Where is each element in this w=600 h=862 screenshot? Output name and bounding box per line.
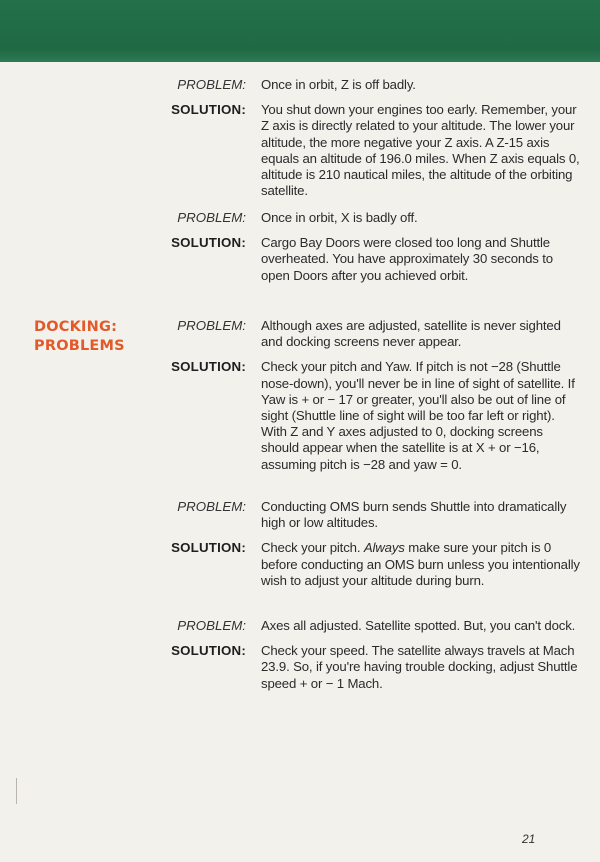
- problem-row: [0, 210, 600, 226]
- solution-text-start: Check your pitch.: [261, 540, 364, 556]
- solution-label: SOLUTION:: [171, 102, 246, 118]
- problem-text: Once in orbit, X is badly off.: [261, 210, 418, 225]
- solution-text: [261, 540, 581, 589]
- solution-emphasis: Always: [363, 540, 405, 556]
- problem-text: Although axes are adjusted, satellite is never sighted and docking screens never appear.: [261, 318, 561, 350]
- solution-label: SOLUTION:: [171, 235, 246, 251]
- problem-label: PROBLEM:: [177, 210, 246, 225]
- problem-solution-entry: [0, 618, 600, 692]
- problem-label: PROBLEM:: [177, 318, 246, 333]
- problem-row: [0, 618, 600, 634]
- problem-solution-entry: [0, 499, 600, 589]
- header-band: [0, 0, 600, 62]
- problem-solution-entry: [0, 210, 600, 284]
- problem-label: PROBLEM:: [177, 499, 246, 514]
- section-heading-line-1: DOCKING:: [34, 319, 118, 335]
- problem-text: Once in orbit, Z is off badly.: [261, 77, 416, 92]
- problem-row: [0, 499, 600, 531]
- problem-row: [0, 77, 600, 93]
- problem-row: [0, 318, 600, 350]
- problem-label: PROBLEM:: [177, 618, 246, 633]
- solution-row: [0, 102, 600, 199]
- page-number: 21: [522, 832, 536, 846]
- solution-text: Check your speed. The satellite always travels at Mach 23.9. So, if you're having trouble docking, adjust Shuttle speed + or − 1 Mach.: [261, 643, 578, 691]
- section-heading-line-2: PROBLEMS: [34, 338, 125, 354]
- solution-label: SOLUTION:: [171, 359, 246, 375]
- solution-text: Check your pitch and Yaw. If pitch is not −28 (Shuttle nose-down), you'll never be in line of sight of satellite. If Yaw is + or − 17 or greater, you'll also be out of line of sight (Shuttle line of sight will be too far left or right). With Z and Y axes adjusted to 0, docking screens should appear when the satellite is at X + or −16, assuming pitch is −28 and yaw = 0.: [261, 359, 575, 472]
- problem-text: Axes all adjusted. Satellite spotted. But, you can't dock.: [261, 618, 576, 633]
- problem-label: PROBLEM:: [177, 77, 246, 92]
- solution-text: Cargo Bay Doors were closed too long and Shuttle overheated. You have approximately 30 seconds to open Doors after you achieved orbit.: [261, 235, 553, 283]
- solution-row: [0, 643, 600, 692]
- solution-label: SOLUTION:: [171, 643, 246, 659]
- solution-row: [0, 540, 600, 589]
- solution-text: You shut down your engines too early. Remember, your Z axis is directly related to your altitude. The lower your altitude, the more negative your Z axis. A Z-15 axis equals an altitude of 196.0 miles. When Z axis equals 0, altitude is 210 nautical miles, the altitude of the orbiting satellite.: [261, 102, 580, 199]
- problem-solution-entry: [0, 77, 600, 199]
- solution-row: [0, 235, 600, 284]
- page-edge-mark: [16, 778, 17, 804]
- solution-label: SOLUTION:: [171, 540, 246, 556]
- problem-solution-entry: [0, 318, 600, 473]
- problem-text: Conducting OMS burn sends Shuttle into dramatically high or low altitudes.: [261, 499, 567, 531]
- solution-row: [0, 359, 600, 472]
- solution-text-end: make sure your pitch is 0 before conducting an OMS burn unless you intentionally wish to adjust your altitude during burn.: [261, 540, 580, 588]
